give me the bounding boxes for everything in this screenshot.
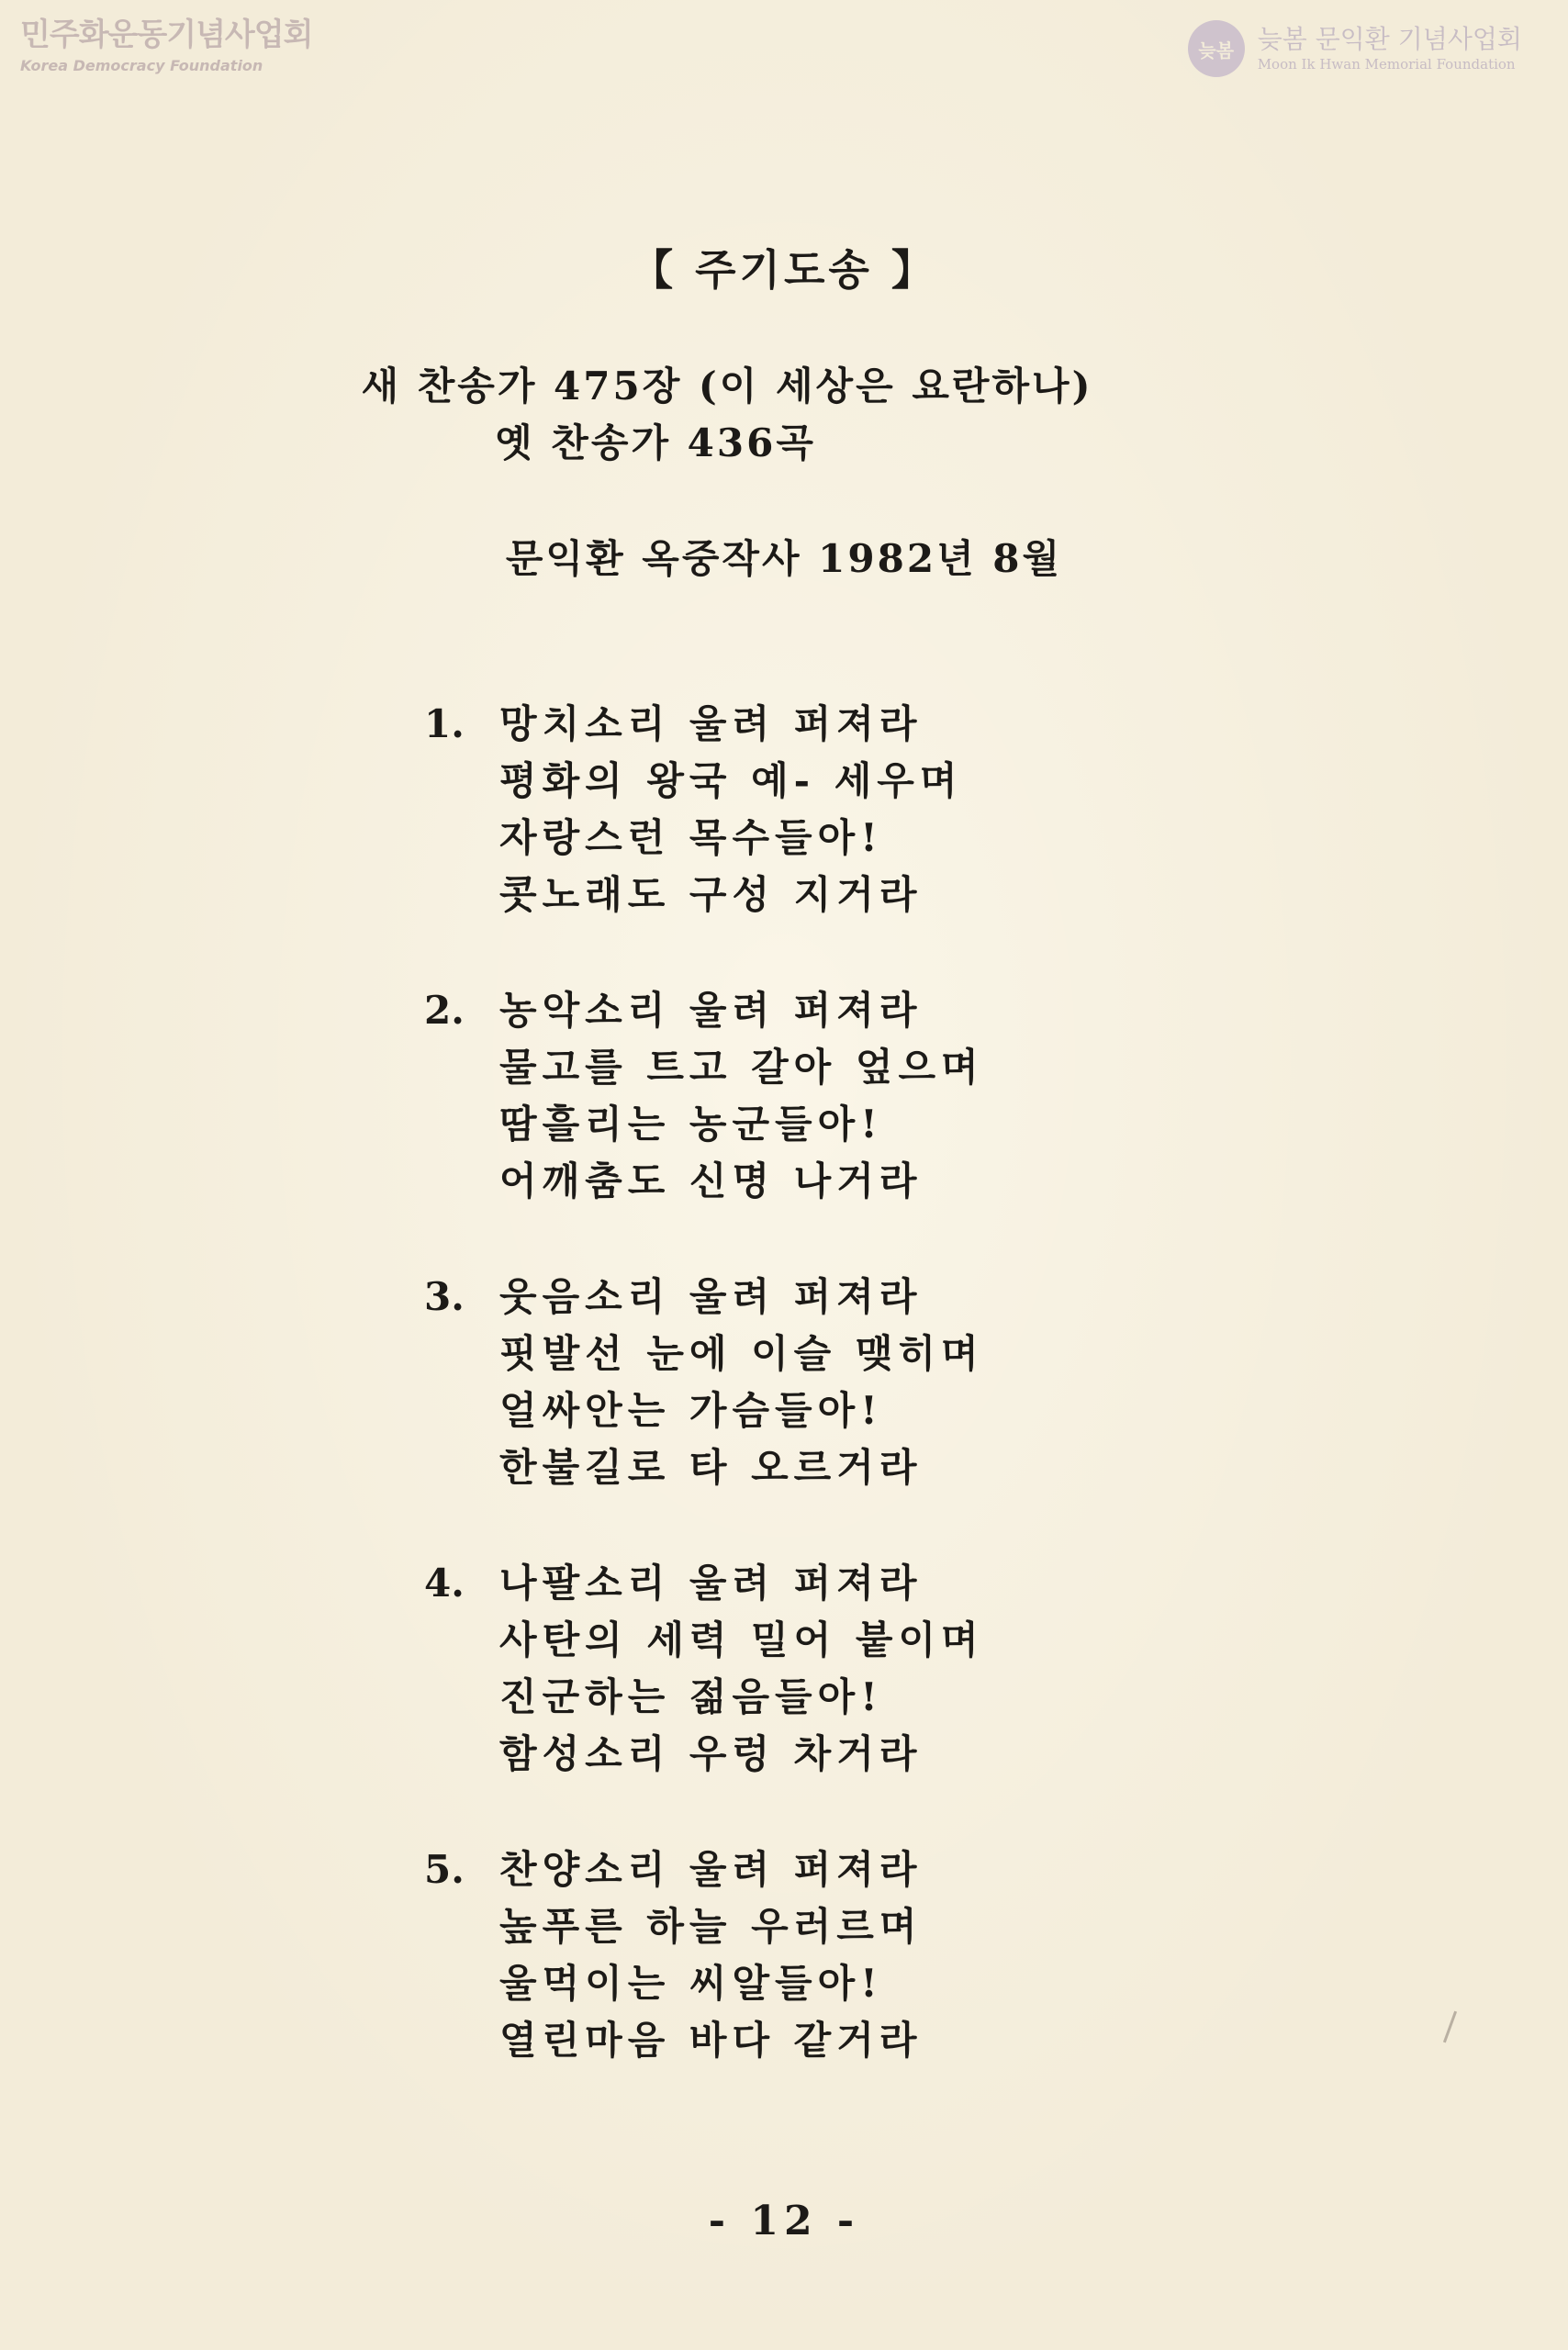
verse-line: 얼싸안는 가슴들아! [499, 1388, 883, 1433]
verse-number: 1. [424, 701, 465, 746]
korea-democracy-foundation-watermark [20, 17, 312, 75]
verse-line: 찬양소리 울려 퍼져라 [499, 1847, 923, 1892]
verse-line: 콧노래도 구성 지거라 [499, 872, 923, 917]
verse-number: 2. [424, 988, 465, 1033]
verse-number: 4. [424, 1561, 465, 1606]
moon-ik-hwan-foundation-watermark [1188, 20, 1522, 77]
verse-line: 물고를 트고 갈아 엎으며 [499, 1045, 984, 1090]
old-hymnal-reference: 옛 찬송가 436곡 [495, 420, 816, 465]
page-title: 【 주기도송 】 [631, 245, 937, 295]
verse-line: 핏발선 눈에 이슬 맺히며 [499, 1331, 984, 1376]
seal-text: 늦봄 [1198, 39, 1235, 62]
verse-line: 농악소리 울려 퍼져라 [499, 988, 923, 1033]
author-line: 문익환 옥중작사 1982년 8월 [505, 536, 1063, 581]
verse-line: 함성소리 우렁 차거라 [499, 1731, 923, 1776]
verse-number: 5. [424, 1847, 465, 1892]
verse-line: 한불길로 타 오르거라 [499, 1445, 923, 1490]
watermark-right-korean: 늦봄 문익환 기념사업회 [1257, 24, 1522, 54]
watermark-left-english: Korea Democracy Foundation [20, 57, 263, 74]
verse-line: 자랑스런 목수들아! [499, 815, 883, 860]
verse-line: 사탄의 세력 밀어 붙이며 [499, 1617, 984, 1662]
verse-line: 땀흘리는 농군들아! [499, 1102, 883, 1147]
verse-line: 나팔소리 울려 퍼져라 [499, 1561, 923, 1606]
verse-line: 울먹이는 씨알들아! [499, 1961, 883, 2006]
verse-number: 3. [424, 1274, 465, 1319]
foundation-seal-icon [1188, 20, 1245, 77]
verse-line: 평화의 왕국 예- 세우며 [499, 758, 963, 803]
verse-line: 높푸른 하늘 우러르며 [499, 1904, 923, 1949]
watermark-right-english: Moon Ik Hwan Memorial Foundation [1257, 56, 1516, 73]
new-hymnal-reference: 새 찬송가 475장 (이 세상은 요란하나) [361, 364, 1093, 408]
verse-line: 열린마음 바다 같거라 [499, 2018, 923, 2063]
verse-line: 망치소리 울려 퍼져라 [499, 701, 923, 746]
page-number: - 12 - [708, 2198, 860, 2244]
verse-line: 어깨춤도 신명 나거라 [499, 1158, 923, 1203]
verse-line: 웃음소리 울려 퍼져라 [499, 1274, 923, 1319]
scan-artifact-mark [1443, 2011, 1457, 2043]
verse-line: 진군하는 젊음들아! [499, 1674, 883, 1719]
watermark-left-korean: 민주화운동기념사업회 [20, 17, 313, 53]
